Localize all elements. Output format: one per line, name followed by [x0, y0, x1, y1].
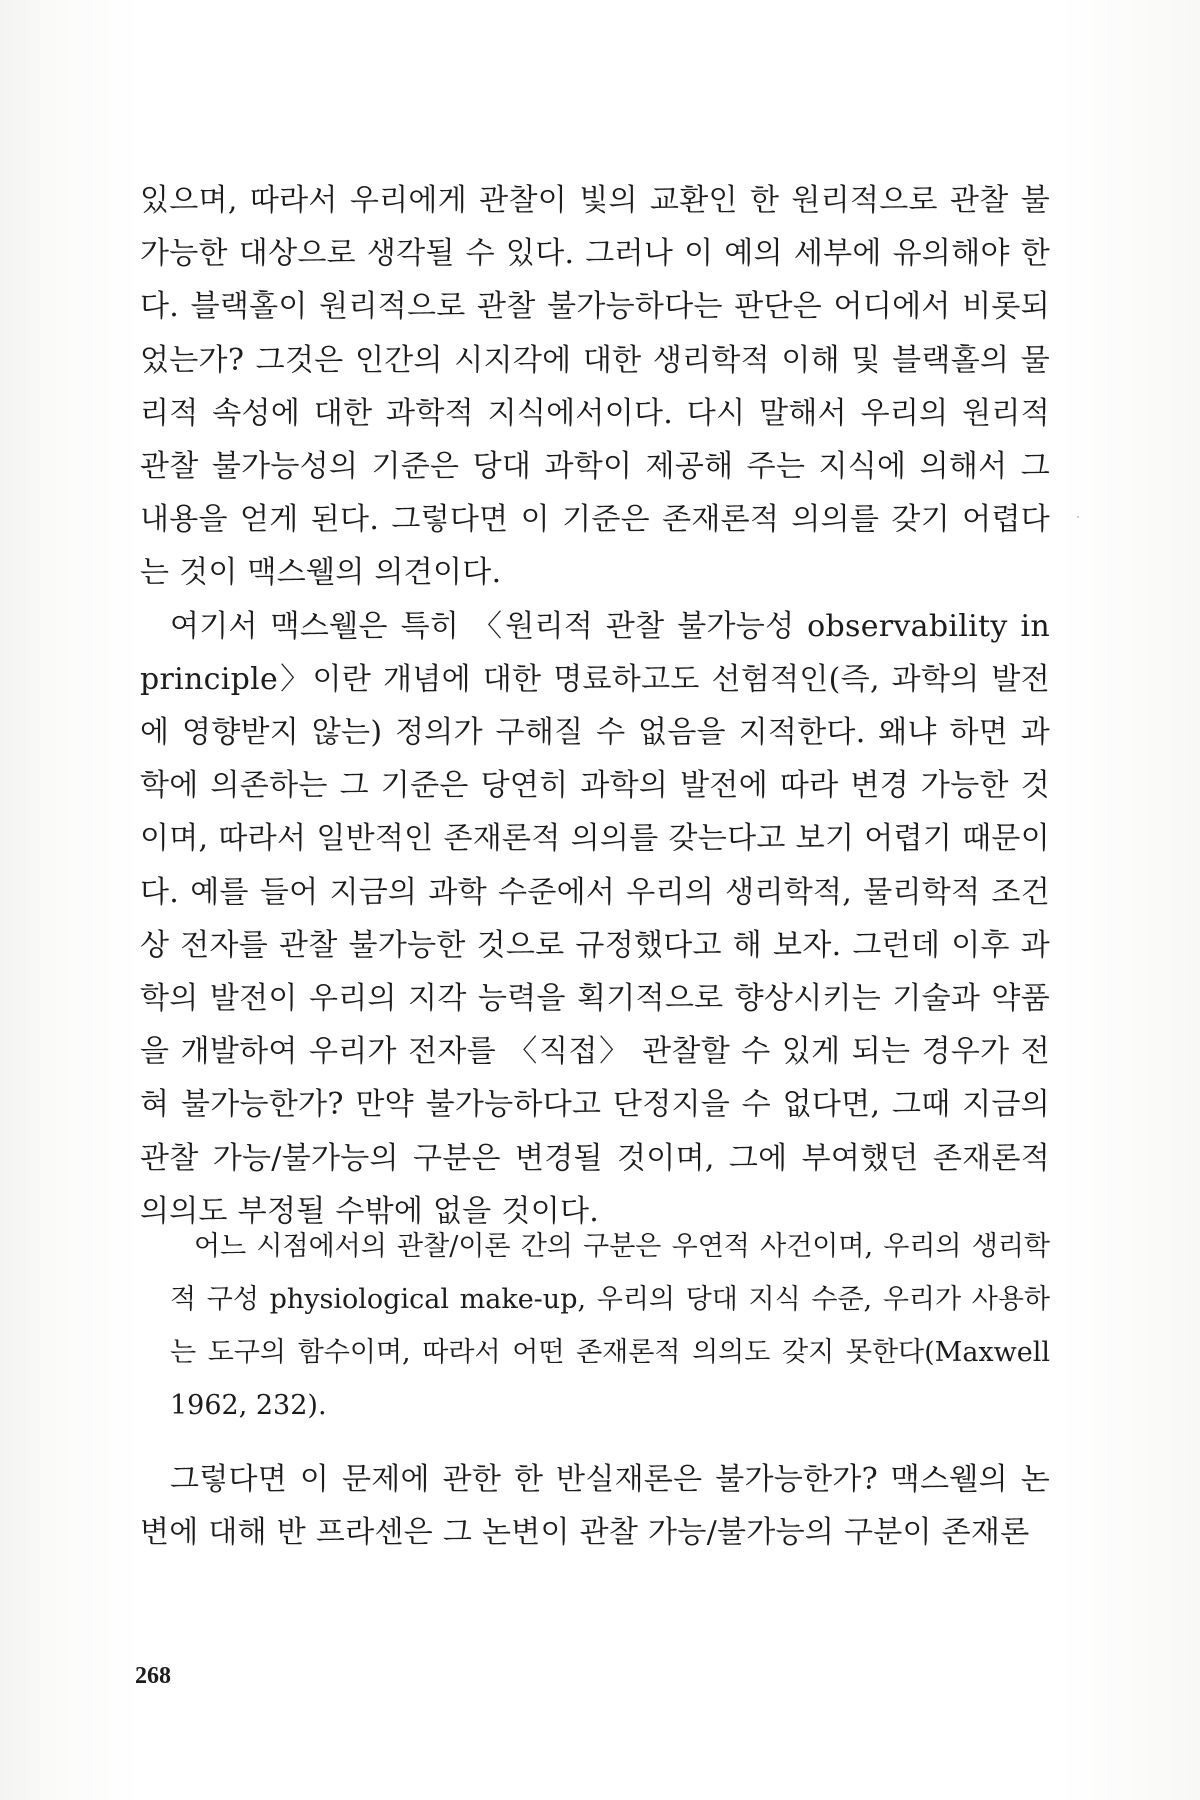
block-quote: [170, 1220, 1050, 1432]
quote-text: 어느 시점에서의 관찰/이론 간의 구분은 우연적 사건이며, 우리의 생리학적 구성 physiological make-up, 우리의 당대 지식 수준, 우리가 사용하는 도구의 함수이며, 따라서 어떤 존재론적 의의도 갖지 못한다(Maxwell 1962, 232).: [170, 1231, 1050, 1421]
paragraph-van-fraassen: 그렇다면 이 문제에 관한 한 반실재론은 불가능한가? 맥스웰의 논변에 대해 반 프라센은 그 논변이 관찰 가능/불가능의 구분이 존재론: [140, 1462, 1050, 1551]
paragraph-continuation: 있으며, 따라서 우리에게 관찰이 빛의 교환인 한 원리적으로 관찰 불가능한 대상으로 생각될 수 있다. 그러나 이 예의 세부에 유의해야 한다. 블랙홀이 원리적으로 관찰 불가능하다는 판단은 어디에서 비롯되었는가? 그것은 인간의 시지각에 대한 생리학적 이해 및 블랙홀의 물리적 속성에 대한 과학적 지식에서이다. 다시 말해서 우리의 원리적 관찰 불가능성의 기준은 당대 과학이 제공해 주는 지식에 의해서 그 내용을 얻게 된다. 그렇다면 이 기준은 존재론적 의의를 갖기 어렵다는 것이 맥스웰의 의견이다.: [140, 183, 1050, 591]
page-number: 268: [135, 1663, 171, 1689]
scan-speck: [1077, 516, 1079, 518]
body-text-continued: [140, 1453, 1050, 1559]
paragraph-maxwell-argument: 여기서 맥스웰은 특히 〈원리적 관찰 불가능성 observability in principle〉이란 개념에 대한 명료하고도 선험적인(즉, 과학의 발전에 영향받지 않는) 정의가 구해질 수 없음을 지적한다. 왜냐 하면 과학에 의존하는 그 기준은 당연히 과학의 발전에 따라 변경 가능한 것이며, 따라서 일반적인 존재론적 의의를 갖는다고 보기 어렵기 때문이다. 예를 들어 지금의 과학 수준에서 우리의 생리학적, 물리학적 조건상 전자를 관찰 불가능한 것으로 규정했다고 해 보자. 그런데 이후 과학의 발전이 우리의 지각 능력을 획기적으로 향상시키는 기술과 약품을 개발하여 우리가 전자를 〈직접〉 관찰할 수 있게 되는 경우가 전혀 불가능한가? 만약 불가능하다고 단정지을 수 없다면, 그때 지금의 관찰 가능/불가능의 구분은 변경될 것이며, 그에 부여했던 존재론적 의의도 부정될 수밖에 없을 것이다.: [140, 608, 1050, 1229]
body-text: [140, 174, 1050, 1238]
